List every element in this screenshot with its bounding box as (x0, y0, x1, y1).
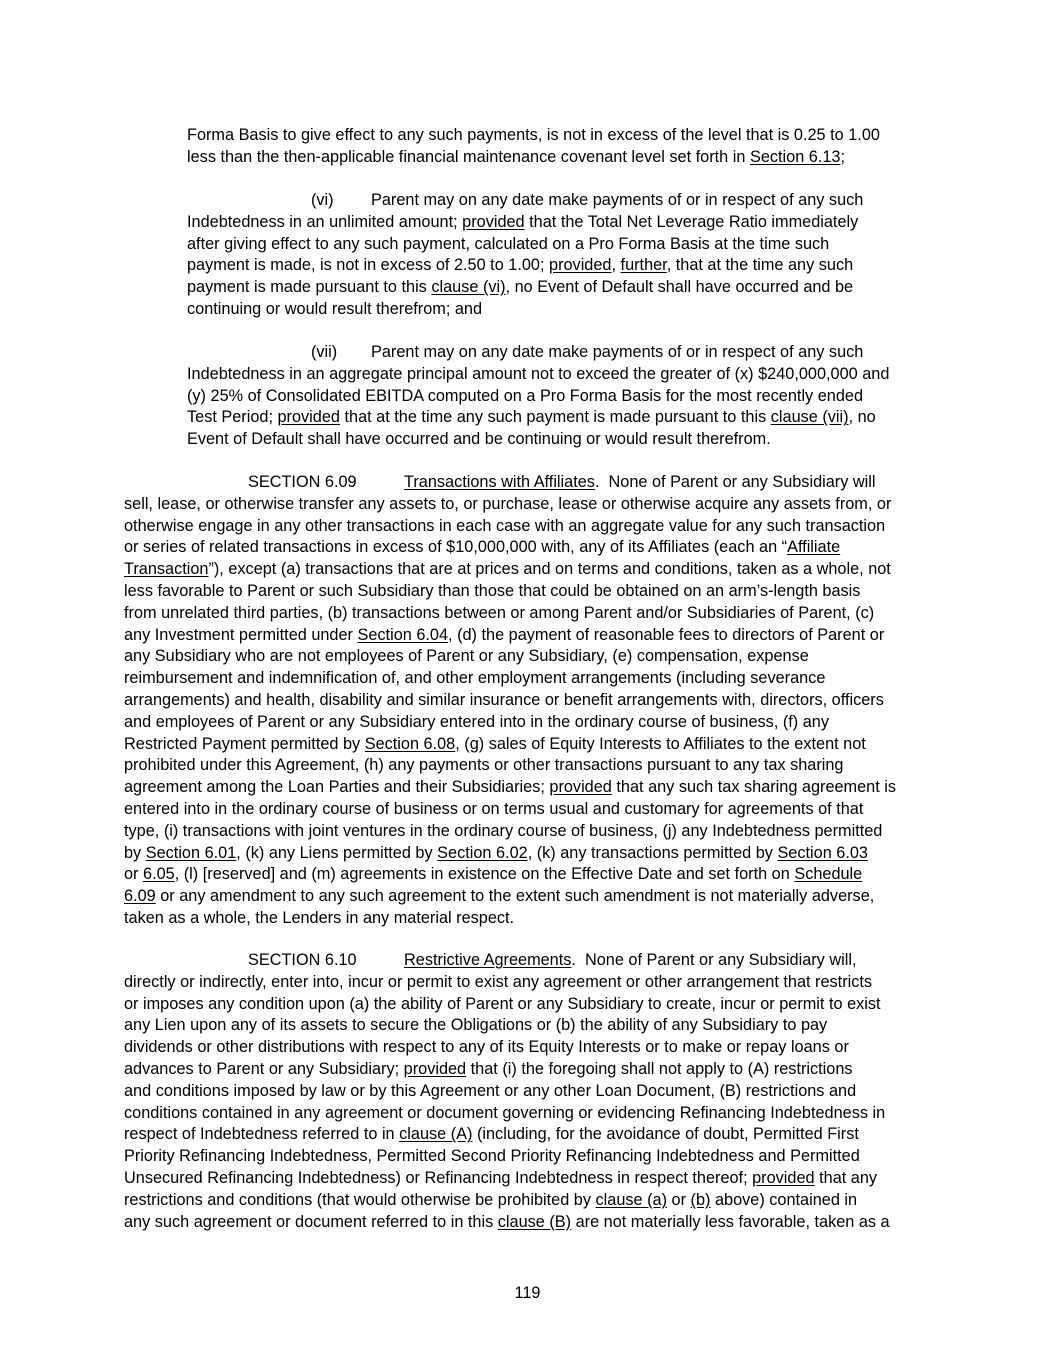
text-line: any Lien upon any of its assets to secure the Obligations or (b) the ability of any Subsidiary to pay (124, 1016, 828, 1035)
text-line: type, (i) transactions with joint ventures in the ordinary course of business, (j) any Indebtedness permitted (124, 821, 883, 840)
text-line: sell, lease, or otherwise transfer any assets to, or purchase, lease or otherwise acquire any assets from, or (124, 494, 892, 513)
text-line: Test Period; provided that at the time any such payment is made pursuant to this clause (vii), no (187, 408, 876, 427)
text-line: entered into in the ordinary course of business or on terms usual and customary for agreements of that (124, 799, 864, 818)
text-line: Restricted Payment permitted by Section 6.08, (g) sales of Equity Interests to Affiliates to the extent not (124, 734, 866, 753)
section-heading-line: SECTION 6.10 Restrictive Agreements. None of Parent or any Subsidiary will, (124, 950, 934, 972)
text-line: (vi) Parent may on any date make payments of or in respect of any such (187, 190, 932, 212)
text-line: prohibited under this Agreement, (h) any payments or other transactions pursuant to any tax sharing (124, 756, 844, 775)
text-line: (vii) Parent may on any date make payments of or in respect of any such (187, 342, 932, 364)
text-line: Priority Refinancing Indebtedness, Permitted Second Priority Refinancing Indebtedness and Permitted (124, 1147, 860, 1166)
section-title: Restrictive Agreements (404, 951, 572, 969)
section-6-09 (124, 472, 934, 930)
text-line: (y) 25% of Consolidated EBITDA computed on a Pro Forma Basis for the most recently ended (187, 386, 863, 405)
text-line: any Investment permitted under Section 6.04, (d) the payment of reasonable fees to directors of Parent or (124, 625, 885, 644)
text-line: any Subsidiary who are not employees of Parent or any Subsidiary, (e) compensation, expense (124, 647, 809, 666)
text-line: payment is made pursuant to this clause (vi), no Event of Default shall have occurred and be (187, 278, 854, 297)
continuation-paragraph (187, 125, 932, 169)
text-line: or 6.05, (l) [reserved] and (m) agreements in existence on the Effective Date and set forth on Schedule (124, 865, 863, 884)
text-line: any such agreement or document referred to in this clause (B) are not materially less favorable, taken as a (124, 1212, 890, 1231)
text-line: Indebtedness in an unlimited amount; provided that the Total Net Leverage Ratio immediately (187, 212, 859, 231)
text-line: agreement among the Loan Parties and their Subsidiaries; provided that any such tax sharing agreement is (124, 778, 897, 797)
clause-number: (vi) (311, 191, 334, 209)
text-line: Transaction”), except (a) transactions that are at prices and on terms and conditions, taken as a whole, not (124, 560, 891, 579)
text-line: Indebtedness in an aggregate principal amount not to exceed the greater of (x) $240,000,000 and (187, 364, 890, 383)
text-line: after giving effect to any such payment, calculated on a Pro Forma Basis at the time such (187, 234, 830, 253)
text-line: advances to Parent or any Subsidiary; provided that (i) the foregoing shall not apply to (A) restrictions (124, 1059, 853, 1078)
page-number: 119 (514, 1284, 541, 1302)
text-line: restrictions and conditions (that would otherwise be prohibited by clause (a) or (b) above) contained in (124, 1190, 858, 1209)
clause-number: (vii) (311, 343, 338, 361)
text-line: respect of Indebtedness referred to in clause (A) (including, for the avoidance of doubt, Permitted First (124, 1125, 859, 1144)
clause-vii-paragraph (187, 342, 932, 451)
text-line: reimbursement and indemnification of, and other employment arrangements (including severance (124, 669, 826, 688)
text-line: payment is made, is not in excess of 2.50 to 1.00; provided, further, that at the time any such (187, 256, 854, 275)
text-line: Forma Basis to give effect to any such payments, is not in excess of the level that is 0.25 to 1.00 (187, 126, 880, 144)
section-heading-line: SECTION 6.09 Transactions with Affiliates. None of Parent or any Subsidiary will (124, 472, 934, 494)
text-line: or series of related transactions in excess of $10,000,000 with, any of its Affiliates (each an “Affiliate (124, 538, 841, 557)
section-reference-link: Section 6.13 (749, 147, 841, 166)
section-number: SECTION 6.09 (248, 473, 357, 491)
section-6-10 (124, 950, 934, 1233)
text-line: Unsecured Refinancing Indebtedness) or Refinancing Indebtedness in respect thereof; provided that any (124, 1168, 878, 1187)
text-line: arrangements) and health, disability and similar insurance or benefit arrangements with, directors, officers (124, 690, 884, 709)
text-line: taken as a whole, the Lenders in any material respect. (124, 908, 515, 927)
text-line: by Section 6.01, (k) any Liens permitted by Section 6.02, (k) any transactions permitted by Section 6.03 (124, 843, 868, 862)
section-number: SECTION 6.10 (248, 951, 357, 969)
clause-vi-paragraph (187, 190, 932, 321)
text-line: from unrelated third parties, (b) transactions between or among Parent and/or Subsidiaries of Parent, (c) (124, 603, 875, 622)
text-line: Event of Default shall have occurred and be continuing or would result therefrom. (187, 430, 771, 449)
text-line: less favorable to Parent or such Subsidiary than those that could be obtained on an arm’s-length basis (124, 581, 861, 600)
text-line: 6.09 or any amendment to any such agreement to the extent such amendment is not materially adverse, (124, 887, 875, 906)
section-title: Transactions with Affiliates (404, 473, 595, 491)
text-line: conditions contained in any agreement or document governing or evidencing Refinancing Indebtedness in (124, 1103, 886, 1122)
text-line: directly or indirectly, enter into, incur or permit to exist any agreement or other arrangement that restricts (124, 972, 873, 991)
text-line: less than the then-applicable financial maintenance covenant level set forth in Section 6.13; (187, 147, 846, 166)
text-line: otherwise engage in any other transactions in each case with an aggregate value for any such transaction (124, 516, 886, 535)
text-line: and conditions imposed by law or by this Agreement or any other Loan Document, (B) restrictions and (124, 1081, 857, 1100)
text-line: and employees of Parent or any Subsidiary entered into in the ordinary course of business, (f) any (124, 712, 830, 731)
text-line: dividends or other distributions with respect to any of its Equity Interests or to make or repay loans or (124, 1038, 849, 1057)
text-line: continuing or would result therefrom; and (187, 299, 483, 318)
text-line: or imposes any condition upon (a) the ability of Parent or any Subsidiary to create, incur or permit to exist (124, 994, 881, 1013)
